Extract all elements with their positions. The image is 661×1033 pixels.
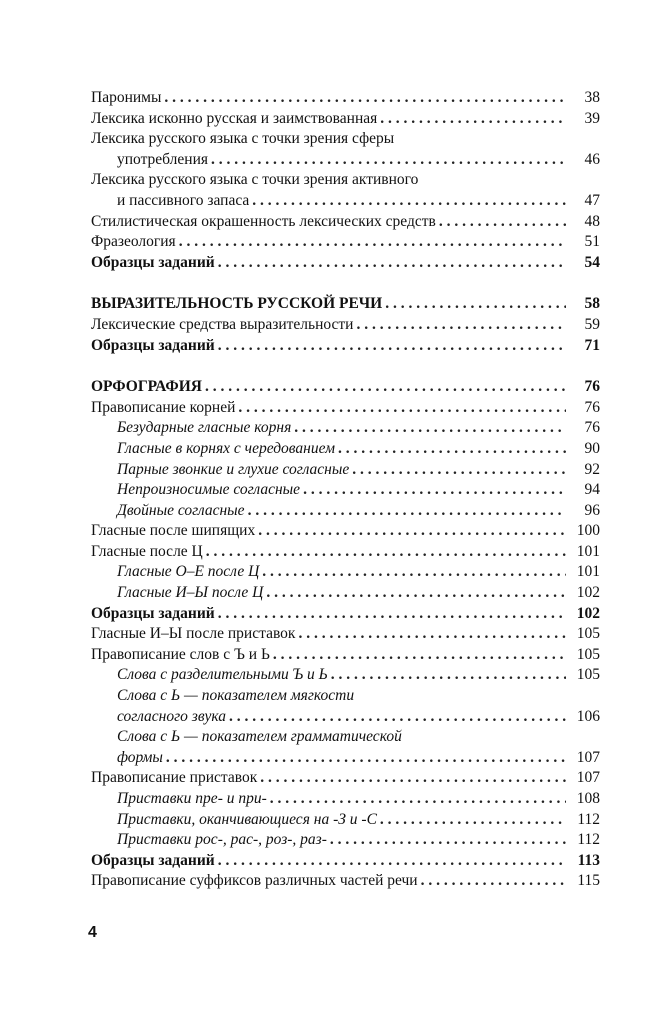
toc-entry-page: 101 xyxy=(576,563,600,581)
dot-leader xyxy=(248,501,566,522)
toc-entry-page: 107 xyxy=(576,769,600,787)
toc-subentry xyxy=(91,583,600,604)
toc-entry-title: Образцы заданий xyxy=(91,336,215,354)
toc-subentry xyxy=(91,707,600,728)
dot-leader xyxy=(303,480,566,501)
toc-entry-page: 108 xyxy=(576,790,600,807)
toc-entry-page: 76 xyxy=(584,378,600,396)
toc-entry-title: Приставки рос-, рас-, роз-, раз- xyxy=(117,831,327,849)
toc-entry-title-line1: Лексика русского языка с точки зрения активного xyxy=(91,171,419,189)
dot-leader xyxy=(238,398,566,419)
toc-entry-page: 112 xyxy=(577,810,600,828)
toc-entry-title: формы xyxy=(117,748,163,766)
page-number: 4 xyxy=(88,924,97,941)
toc-entry-title-line1: Слова с Ь — показателем грамматической xyxy=(117,728,402,746)
toc-entry-title: Правописание слов с Ъ и Ь xyxy=(91,645,270,663)
toc-entry-title: Гласные в корнях с чередованием xyxy=(117,439,335,457)
dot-leader xyxy=(352,460,566,481)
toc-entry-title: Образцы заданий xyxy=(91,604,215,622)
toc-entry xyxy=(91,88,600,109)
section-gap xyxy=(91,273,600,294)
toc-entry xyxy=(91,624,600,645)
toc-entry xyxy=(91,768,600,789)
toc-entry-title: ВЫРАЗИТЕЛЬНОСТЬ РУССКОЙ РЕЧИ xyxy=(91,295,383,313)
toc-entry-page: 90 xyxy=(584,439,600,457)
dot-leader xyxy=(262,562,566,583)
dot-leader xyxy=(270,789,566,810)
toc-entry-title: Образцы заданий xyxy=(91,851,215,869)
toc-entry-title: и пассивного запаса xyxy=(117,191,250,209)
dot-leader xyxy=(385,294,566,315)
toc-entry-title: Безударные гласные корня xyxy=(117,419,292,437)
toc-entry-title: Гласные И–Ы после Ц xyxy=(117,584,264,602)
dot-leader xyxy=(380,109,566,130)
dot-leader xyxy=(356,315,566,336)
toc-entry-title: употребления xyxy=(117,150,209,168)
toc-entry xyxy=(91,150,600,171)
toc-entry xyxy=(91,542,600,563)
dot-leader xyxy=(229,707,566,728)
toc-subentry xyxy=(91,501,600,522)
dot-leader xyxy=(179,232,566,253)
toc-entry-page: 54 xyxy=(584,253,600,271)
toc-entry-title: Правописание корней xyxy=(91,398,236,416)
toc-entry-page: 102 xyxy=(576,584,600,602)
toc-entry-title: Стилистическая окрашенность лексических средств xyxy=(91,212,436,230)
toc-entry-page: 107 xyxy=(576,748,600,766)
toc-entry-page: 47 xyxy=(584,191,600,209)
toc-entry-title: Лексические средства выразительности xyxy=(91,315,354,333)
dot-leader xyxy=(439,212,566,233)
dot-leader xyxy=(380,810,566,831)
dot-leader xyxy=(205,377,566,398)
toc-entry-page: 76 xyxy=(584,398,600,416)
toc-entry-title: ОРФОГРАФИЯ xyxy=(91,378,202,396)
toc-entry-title: Образцы заданий xyxy=(91,253,215,271)
dot-leader xyxy=(218,253,566,274)
dot-leader xyxy=(252,191,566,212)
toc-entry xyxy=(91,604,600,625)
toc-entry-title: Приставки пре- и при- xyxy=(117,790,267,807)
toc-entry xyxy=(91,212,600,233)
toc-entry-page: 38 xyxy=(584,89,600,106)
toc-entry xyxy=(91,398,600,419)
toc-entry-page: 105 xyxy=(576,625,600,643)
toc-entry-page: 105 xyxy=(576,666,600,684)
toc-entry-page: 39 xyxy=(584,109,600,127)
toc-entry-title: Приставки, оканчивающиеся на -З и -С xyxy=(117,810,377,828)
toc-entry-title: Фразеология xyxy=(91,233,176,251)
dot-leader xyxy=(164,88,566,109)
dot-leader xyxy=(206,542,566,563)
dot-leader xyxy=(166,748,566,769)
toc-entry-page: 94 xyxy=(584,481,600,499)
toc-entry-title: Лексика исконно русская и заимствованная xyxy=(91,109,378,127)
toc-entry-title: Правописание суффиксов различных частей речи xyxy=(91,872,418,890)
toc-entry xyxy=(91,253,600,274)
dot-leader xyxy=(294,418,566,439)
toc-entry-page: 58 xyxy=(584,295,600,313)
toc-section-heading xyxy=(91,294,600,315)
toc-entry-page: 100 xyxy=(576,522,600,540)
toc-entry-page: 113 xyxy=(577,851,600,869)
toc-entry-page: 105 xyxy=(576,645,600,663)
toc-entry xyxy=(91,851,600,872)
toc-entry-title: Слова с разделительными Ъ и Ь xyxy=(117,666,328,684)
toc-entry-title: Гласные после Ц xyxy=(91,542,203,560)
dot-leader xyxy=(260,768,566,789)
toc-subentry xyxy=(91,830,600,851)
toc-entry xyxy=(91,521,600,542)
toc-entry xyxy=(91,336,600,357)
dot-leader xyxy=(330,830,566,851)
toc-entry-title-line1: Слова с Ь — показателем мягкости xyxy=(117,687,355,705)
toc-entry-page: 71 xyxy=(584,336,600,354)
dot-leader xyxy=(211,150,566,171)
dot-leader xyxy=(218,851,566,872)
toc-subentry xyxy=(91,460,600,481)
toc-subentry xyxy=(91,439,600,460)
toc-entry-title: Гласные после шипящих xyxy=(91,522,256,540)
toc-entry-page: 92 xyxy=(584,460,600,478)
toc-entry-page: 48 xyxy=(584,212,600,230)
toc-entry-title: Паронимы xyxy=(91,89,162,106)
toc-entry-page: 112 xyxy=(577,831,600,849)
toc-entry-page: 51 xyxy=(584,233,600,251)
toc-entry xyxy=(91,232,600,253)
toc-entry xyxy=(91,191,600,212)
toc-entry-title: Парные звонкие и глухие согласные xyxy=(117,460,350,478)
dot-leader xyxy=(298,624,566,645)
dot-leader xyxy=(273,645,566,666)
table-of-contents xyxy=(91,88,600,892)
toc-entry-page: 101 xyxy=(576,542,600,560)
toc-entry-title: Гласные О–Е после Ц xyxy=(117,563,260,581)
toc-entry-page: 106 xyxy=(576,707,600,725)
dot-leader xyxy=(266,583,566,604)
toc-entry-page: 59 xyxy=(584,315,600,333)
toc-subentry xyxy=(91,418,600,439)
toc-entry-title: Непроизносимые согласные xyxy=(117,481,301,499)
toc-entry xyxy=(91,871,600,892)
toc-entry xyxy=(91,315,600,336)
toc-entry-title: Гласные И–Ы после приставок xyxy=(91,625,296,643)
dot-leader xyxy=(421,871,566,892)
dot-leader xyxy=(258,521,566,542)
toc-entry-title: согласного звука xyxy=(117,707,227,725)
section-gap xyxy=(91,356,600,377)
toc-subentry xyxy=(91,810,600,831)
toc-entry-page: 46 xyxy=(584,150,600,168)
toc-entry-page: 115 xyxy=(577,872,600,890)
toc-entry-title: Двойные согласные xyxy=(117,501,245,519)
toc-entry-page: 96 xyxy=(584,501,600,519)
toc-subentry xyxy=(91,562,600,583)
toc-entry xyxy=(91,645,600,666)
toc-subentry xyxy=(91,789,600,810)
toc-subentry xyxy=(91,748,600,769)
toc-entry-title: Правописание приставок xyxy=(91,769,258,787)
dot-leader xyxy=(338,439,566,460)
toc-entry-page: 102 xyxy=(576,604,600,622)
toc-entry-page: 76 xyxy=(584,419,600,437)
toc-section-heading xyxy=(91,377,600,398)
toc-entry-title-line1: Лексика русского языка с точки зрения сферы xyxy=(91,130,395,148)
dot-leader xyxy=(218,604,566,625)
dot-leader xyxy=(218,336,566,357)
toc-subentry xyxy=(91,665,600,686)
toc-subentry xyxy=(91,480,600,501)
toc-entry xyxy=(91,109,600,130)
dot-leader xyxy=(331,665,566,686)
